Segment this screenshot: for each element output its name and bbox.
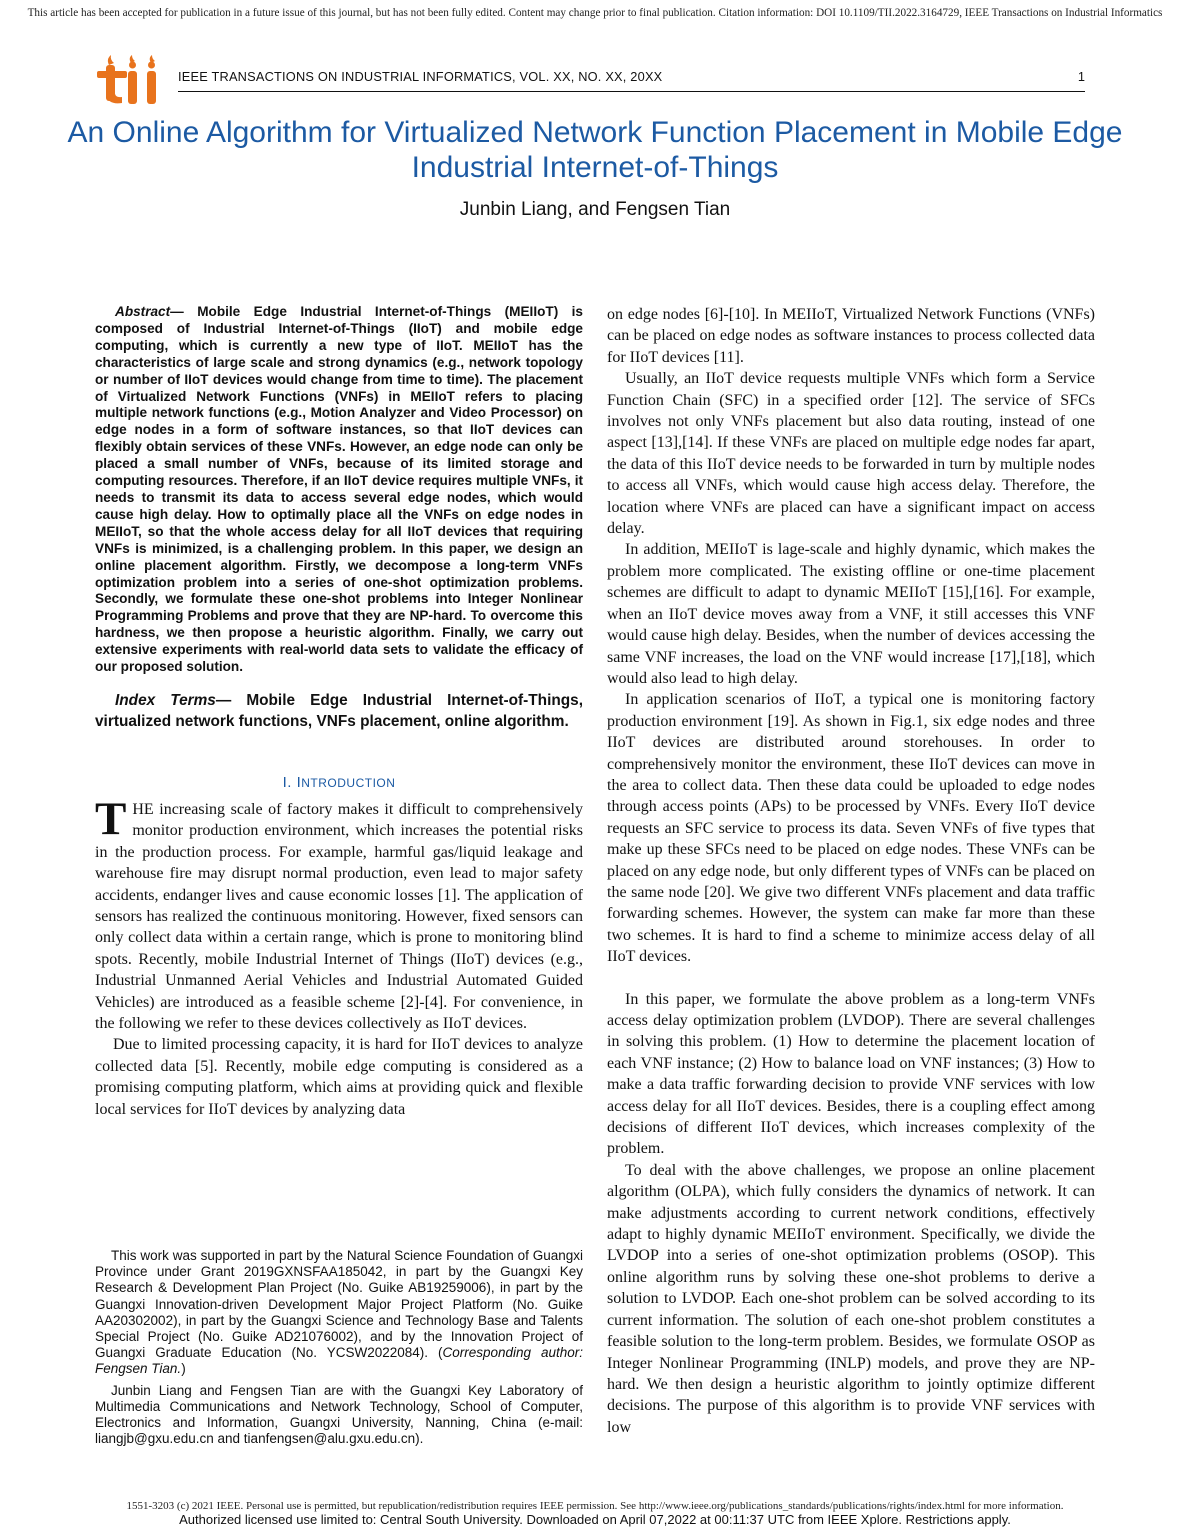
abstract-dash: — <box>170 304 198 319</box>
footnote-close-paren: ) <box>181 1361 186 1377</box>
footnote <box>95 1248 583 1452</box>
right-paragraph-3: In addition, MEIIoT is lage-scale and highly dynamic, which makes the problem more complicated. The existing offline or one-time placement schemes are difficult to adapt to dynamic MEIIoT [15],[16]. For example, when an IIoT device moves away from a VNF, it still accesses this VNF would cause high delay. Besides, when the number of devices accessing the same VNF increases, the load on the VNF would increase [17],[18], which would also lead to high delay. <box>607 541 1095 687</box>
right-column <box>607 304 1095 1438</box>
right-paragraph-5: In this paper, we formulate the above problem as a long-term VNFs access delay optimization problem (LVDOP). There are several challenges in solving this problem. (1) How to determine the placement location of each VNF instance; (2) How to balance load on VNF instances; (3) How to make a data traffic forwarding decision to provide VNF services with low access delay for all IIoT devices. Besides, there is a coupling effect among decisions of different IIoT devices, which increases complexity of the problem. <box>607 990 1095 1158</box>
journal-header <box>95 55 1085 105</box>
left-column <box>95 304 583 1120</box>
publication-notice: This article has been accepted for publication in a future issue of this journal, but has not been fully edited. Content may change prior to final publication. Citation information: DOI 10.1109/TII.2022.3164729, IEEE Transactions on Industrial Informatics <box>27 7 1163 19</box>
section-heading-rest: NTRODUCTION <box>301 775 396 790</box>
drop-cap: T <box>95 792 127 845</box>
footnote-funding <box>95 1248 583 1378</box>
header-rule <box>178 91 1085 92</box>
section-heading-introduction <box>95 774 583 791</box>
footnote-affiliation: Junbin Liang and Fengsen Tian are with the Guangxi Key Laboratory of Multimedia Communications and Network Technology, School of Computer, Electronics and Information, Guangxi University, Nanning, China (e-mail: liangjb@gxu.edu.cn and tianfengsen@alu.gxu.edu.cn). <box>95 1382 583 1447</box>
section-heading-first: I <box>296 773 302 791</box>
intro-paragraph-2: Due to limited processing capacity, it is hard for IIoT devices to analyze collected data [5]. Recently, mobile edge computing is considered as a promising computing platform, which aims at providing quick and flexible local services for IIoT devices by analyzing data <box>95 1036 583 1118</box>
right-paragraph-4: In application scenarios of IIoT, a typical one is monitoring factory production environment [19]. As shown in Fig.1, six edge nodes and three IIoT devices are distributed around storehouses. In order to comprehensively monitor the environment, these IIoT devices can move in the area to collect data. Then these data could be uploaded to edge nodes through access points (APs) to be processed by VNFs. Every IIoT device requests an SFC service to process its data. Seven VNFs of five types that make up these SFCs need to be placed on edge nodes. These VNFs can be placed on any edge node, but only different types of VNFs can be placed on the same node [20]. We give two different VNFs placement and data traffic forwarding schemes. However, the system can make far more than these two schemes. It is hard to find a scheme to minimize access delay of all IIoT devices. <box>607 691 1095 966</box>
right-paragraph-6: To deal with the above challenges, we propose an online placement algorithm (OLPA), which fully considers the dynamics of network. It can make adjustments according to current network conditions, effectively adapt to highly dynamic MEIIoT environment. Specifically, we divide the LVDOP into a series of one-shot optimization problems (OSOP). This online algorithm runs by solving these one-shot problems to derive a solution to LVDOP. Each one-shot problem can be solved according to its current information. The solution of each one-shot problem constitutes a feasible solution to the long-term problem. Besides, we formulate OSOP as Integer Nonlinear Programming (INLP) models, and prove they are NP-hard. We then design a heuristic algorithm to jointly optimize different decisions. The purpose of this algorithm is to provide VNF services with low <box>607 1161 1095 1436</box>
index-terms-label: Index Terms <box>115 691 216 709</box>
right-paragraph-1: on edge nodes [6]-[10]. In MEIIoT, Virtualized Network Functions (VNFs) can be placed on edge nodes as software instances to process collected data for IIoT devices [11]. <box>607 306 1095 366</box>
paper-title: An Online Algorithm for Virtualized Network Function Placement in Mobile Edge Industrial Internet-of-Things <box>67 116 1123 184</box>
abstract-label: Abstract <box>115 304 171 319</box>
paper-authors: Junbin Liang, and Fengsen Tian <box>459 199 731 220</box>
index-terms <box>95 690 583 732</box>
footnote-funding-text: This work was supported in part by the Natural Science Foundation of Guangxi Province under Grant 2019GXNSFAA185042, in part by the Guangxi Key Research & Development Plan Project (No. Guike AB19259006), in part by the Guangxi Innovation-driven Development Major Project Platform (No. Guike AA20302002), in part by the Guangxi Science and Technology Base and Talents Special Project (No. Guike AD21076002), and by the Innovation Project of Guangxi Graduate Education (No. YCSW2022084). ( <box>95 1248 583 1361</box>
running-head: IEEE TRANSACTIONS ON INDUSTRIAL INFORMATICS, VOL. XX, NO. XX, 20XX <box>178 69 663 84</box>
abstract <box>95 304 583 676</box>
license-notice: Authorized licensed use limited to: Central South University. Downloaded on April 07,2022 at 00:11:37 UTC from IEEE Xplore. Restrictions apply. <box>179 1512 1011 1527</box>
intro-paragraph-1-text: HE increasing scale of factory makes it difficult to comprehensively monitor production environment, which increases the potential risks in the production process. For example, harmful gas/liquid leakage and warehouse fire may disrupt normal production, even lead to major safety accidents, endanger lives and cause economic losses [1]. The application of sensors has realized the continuous monitoring. However, fixed sensors can only collect data within a certain range, which is prone to monitoring blind spots. Recently, mobile Industrial Internet of Things (IIoT) devices (e.g., Industrial Unmanned Aerial Vehicles and Industrial Automated Guided Vehicles) are introduced as a feasible scheme [2]-[4]. For convenience, in the following we refer to these devices collectively as IIoT devices. <box>95 800 583 1032</box>
tii-logo <box>95 55 165 107</box>
copyright-notice: 1551-3203 (c) 2021 IEEE. Personal use is permitted, but republication/redistribution requires IEEE permission. See http://www.ieee.org/publications_standards/publications/rights/index.html for more information. <box>126 1500 1064 1512</box>
right-paragraph-2: Usually, an IIoT device requests multiple VNFs which form a Service Function Chain (SFC) in a specified order [12]. The service of SFCs involves not only VNFs placement but also data routing, instead of one aspect [13],[14]. If these VNFs are placed on multiple edge nodes far apart, the data of this IIoT device needs to be forwarded in turn by multiple nodes to access all VNFs, which would cause high access delay. Therefore, the location where VNFs are placed can have a significant impact on access delay. <box>607 370 1095 538</box>
section-number: I. <box>282 773 297 791</box>
abstract-text: Mobile Edge Industrial Internet-of-Things (MEIIoT) is composed of Industrial Internet-of-Things (IIoT) and mobile edge computing, which is currently a new type of IIoT. MEIIoT has the characteristics of large scale and strong dynamics (e.g., network topology or number of IIoT devices would change from time to time). The placement of Virtualized Network Functions (VNFs) in MEIIoT refers to placing multiple network functions (e.g., Motion Analyzer and Video Processor) on edge nodes in a form of software instances, so that IIoT devices can flexibly obtain services of these VNFs. However, an edge node can only be placed a small number of VNFs, because of its limited storage and computing resources. Therefore, if an IIoT device requires multiple VNFs, it needs to transmit its data to access several edge nodes, which would cause high delay. How to optimally place all the VNFs on edge nodes in MEIIoT, so that the whole access delay for all IIoT devices that requiring VNFs is minimized, is a challenging problem. In this paper, we design an online placement algorithm. Firstly, we decompose a long-term VNFs optimization problem into a series of one-shot optimization problems. Secondly, we formulate these one-shot problems into Integer Nonlinear Programming Problems and prove that they are NP-hard. To overcome this hardness, we then propose a heuristic algorithm. Finally, we carry out extensive experiments with real-world data sets to validate the efficacy of our proposed solution. <box>95 304 583 675</box>
index-terms-dash: — <box>215 691 247 709</box>
index-terms-text: Mobile Edge Industrial Internet-of-Things, virtualized network functions, VNFs placement, online algorithm. <box>95 691 583 730</box>
page-number: 1 <box>1077 69 1085 84</box>
footnote-corresponding-author: Corresponding author: Fengsen Tian. <box>95 1345 583 1377</box>
intro-paragraph-1 <box>95 792 583 1034</box>
